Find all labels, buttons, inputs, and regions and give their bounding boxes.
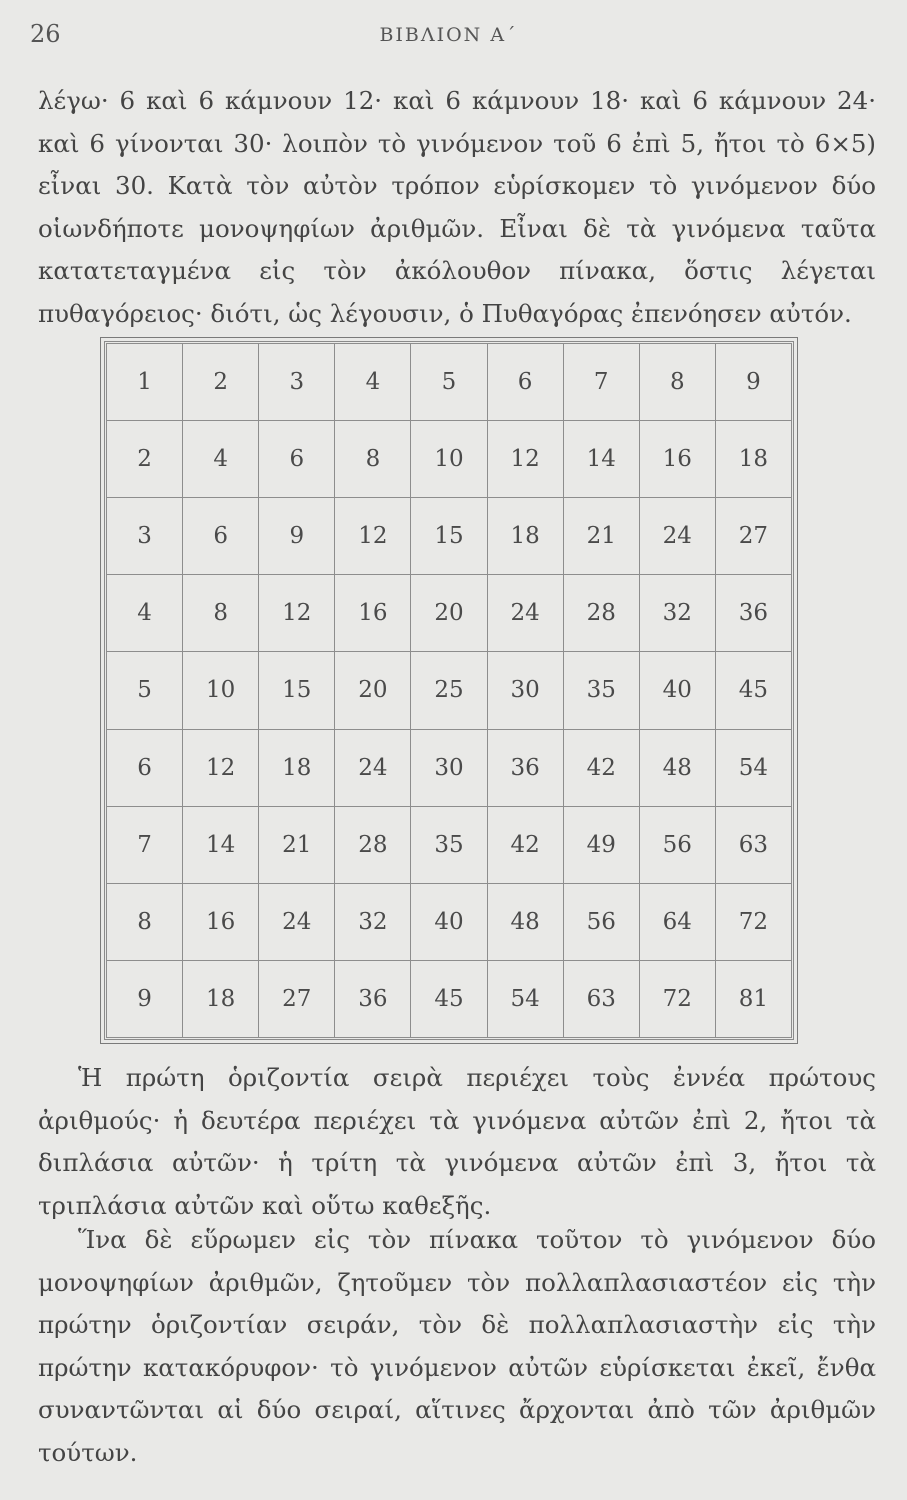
table-cell: 18	[715, 421, 791, 498]
pythagorean-table-frame	[100, 337, 798, 1044]
table-row	[107, 344, 792, 421]
table-cell: 42	[563, 729, 639, 806]
table-row	[107, 960, 792, 1037]
table-row	[107, 421, 792, 498]
table-cell: 6	[107, 729, 183, 806]
table-cell: 2	[107, 421, 183, 498]
table-cell: 20	[411, 575, 487, 652]
table-cell: 16	[639, 421, 715, 498]
running-title: ΒΙΒΛΙΟΝ Α΄	[379, 24, 518, 46]
table-cell: 5	[107, 652, 183, 729]
table-cell: 48	[639, 729, 715, 806]
paragraph-explanation: Ἡ πρώτη ὁριζοντία σειρὰ περιέχει τοὺς ἐννέα πρώτους ἀριθμούς· ἡ δευτέρα περιέχει τὰ γινόμενα αὐτῶν ἐπὶ 2, ἤτοι τὰ διπλάσια αὐτῶν· ἡ τρίτη τὰ γινόμενα αὐτῶν ἐπὶ 3, ἤτοι τὰ τριπλάσια αὐτῶν καὶ οὕτω καθεξῆς.	[38, 1063, 876, 1220]
page-number: 26	[30, 20, 61, 48]
table-cell: 27	[715, 498, 791, 575]
table-cell: 36	[715, 575, 791, 652]
page-header	[30, 20, 867, 50]
table-cell: 1	[107, 344, 183, 421]
table-row	[107, 729, 792, 806]
table-cell: 15	[411, 498, 487, 575]
table-cell: 72	[715, 883, 791, 960]
table-cell: 2	[183, 344, 259, 421]
table-cell: 9	[715, 344, 791, 421]
table-cell: 9	[259, 498, 335, 575]
table-cell: 18	[487, 498, 563, 575]
table-cell: 28	[335, 806, 411, 883]
table-cell: 7	[563, 344, 639, 421]
table-cell: 35	[563, 652, 639, 729]
table-cell: 8	[183, 575, 259, 652]
table-cell: 3	[259, 344, 335, 421]
table-cell: 6	[487, 344, 563, 421]
table-cell: 20	[335, 652, 411, 729]
table-cell: 45	[411, 960, 487, 1037]
table-cell: 9	[107, 960, 183, 1037]
table-cell: 63	[563, 960, 639, 1037]
table-cell: 40	[411, 883, 487, 960]
table-cell: 15	[259, 652, 335, 729]
table-cell: 81	[715, 960, 791, 1037]
table-cell: 12	[487, 421, 563, 498]
table-cell: 42	[487, 806, 563, 883]
table-row	[107, 806, 792, 883]
table-cell: 24	[639, 498, 715, 575]
table-cell: 4	[335, 344, 411, 421]
table-cell: 18	[259, 729, 335, 806]
table-cell: 10	[411, 421, 487, 498]
table-row	[107, 652, 792, 729]
table-cell: 24	[335, 729, 411, 806]
table-cell: 8	[639, 344, 715, 421]
table-cell: 3	[107, 498, 183, 575]
table-cell: 10	[183, 652, 259, 729]
table-cell: 45	[715, 652, 791, 729]
table-cell: 16	[183, 883, 259, 960]
table-row	[107, 883, 792, 960]
table-cell: 48	[487, 883, 563, 960]
table-cell: 56	[563, 883, 639, 960]
paragraph-usage: Ἵνα δὲ εὕρωμεν εἰς τὸν πίνακα τοῦτον τὸ γινόμενον δύο μονοψηφίων ἀριθμῶν, ζητοῦμεν τὸν πολλαπλασιαστέον εἰς τὴν πρώτην ὁριζοντίαν σειράν, τὸν δὲ πολλαπλασιαστὴν εἰς τὴν πρώτην κατακόρυφον· τὸ γινόμενον αὐτῶν εὑρίσκεται ἐκεῖ, ἔνθα συναντῶνται αἱ δύο σειραί, αἵτινες ἄρχονται ἀπὸ τῶν ἀριθμῶν τούτων.	[38, 1225, 876, 1467]
table-cell: 5	[411, 344, 487, 421]
pythagorean-table	[106, 343, 792, 1038]
table-cell: 63	[715, 806, 791, 883]
table-cell: 56	[639, 806, 715, 883]
table-cell: 4	[107, 575, 183, 652]
table-cell: 21	[259, 806, 335, 883]
table-cell: 36	[335, 960, 411, 1037]
paragraph-intro: λέγω· 6 καὶ 6 κάμνουν 12· καὶ 6 κάμνουν 18· καὶ 6 κάμνουν 24· καὶ 6 γίνονται 30· λοιπὸν τὸ γινόμενον τοῦ 6 ἐπὶ 5, ἤτοι τὸ 6×5) εἶναι 30. Κατὰ τὸν αὐτὸν τρόπον εὑρίσκομεν τὸ γινόμενον δύο οἱωνδήποτε μονοψηφίων ἀριθμῶν. Εἶναι δὲ τὰ γινόμενα ταῦτα κατατεταγμένα εἰς τὸν ἀκόλουθον πίνακα, ὅστις λέγεται πυθαγόρειος· διότι, ὡς λέγουσιν, ὁ Πυθαγόρας ἐπενόησεν αὐτόν.	[38, 86, 876, 328]
table-cell: 7	[107, 806, 183, 883]
table-cell: 54	[487, 960, 563, 1037]
table-cell: 54	[715, 729, 791, 806]
table-cell: 72	[639, 960, 715, 1037]
table-cell: 6	[259, 421, 335, 498]
table-cell: 64	[639, 883, 715, 960]
table-cell: 21	[563, 498, 639, 575]
table-cell: 24	[259, 883, 335, 960]
table-cell: 14	[563, 421, 639, 498]
table-row	[107, 498, 792, 575]
table-cell: 30	[411, 729, 487, 806]
table-cell: 30	[487, 652, 563, 729]
table-cell: 25	[411, 652, 487, 729]
table-cell: 32	[639, 575, 715, 652]
table-cell: 35	[411, 806, 487, 883]
table-cell: 49	[563, 806, 639, 883]
table-cell: 28	[563, 575, 639, 652]
table-row	[107, 575, 792, 652]
table-cell: 24	[487, 575, 563, 652]
table-cell: 36	[487, 729, 563, 806]
table-cell: 6	[183, 498, 259, 575]
table-cell: 12	[259, 575, 335, 652]
table-cell: 8	[335, 421, 411, 498]
table-cell: 12	[335, 498, 411, 575]
table-cell: 16	[335, 575, 411, 652]
table-cell: 40	[639, 652, 715, 729]
table-cell: 12	[183, 729, 259, 806]
table-cell: 8	[107, 883, 183, 960]
table-cell: 14	[183, 806, 259, 883]
table-cell: 32	[335, 883, 411, 960]
table-cell: 18	[183, 960, 259, 1037]
table-cell: 27	[259, 960, 335, 1037]
table-cell: 4	[183, 421, 259, 498]
